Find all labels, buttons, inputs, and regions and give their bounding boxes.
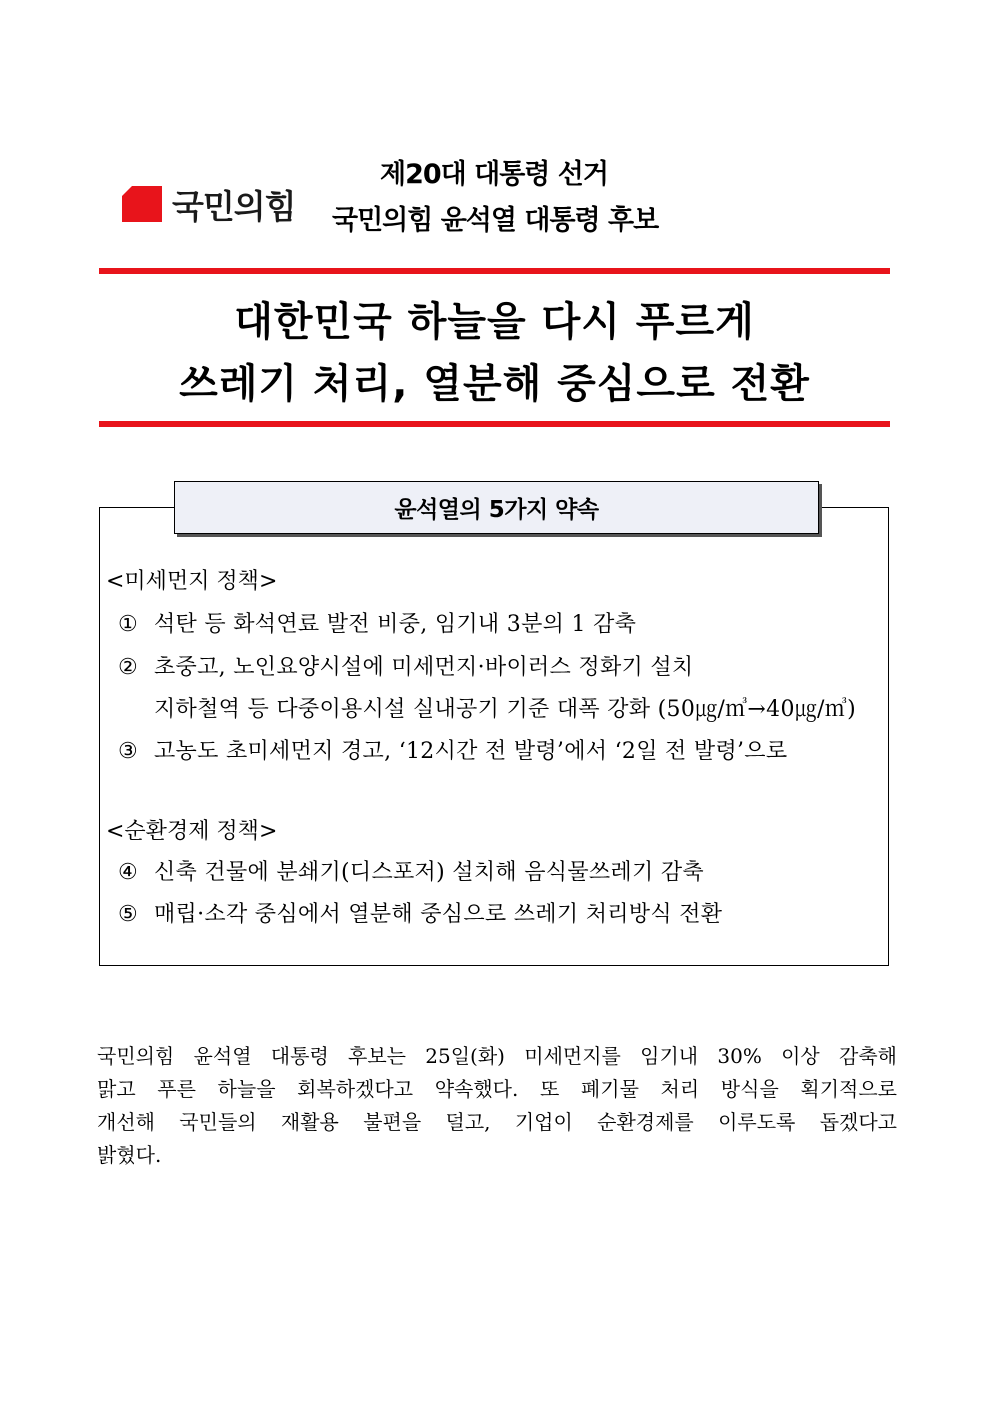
promise-text: 초중고, 노인요양시설에 미세먼지·바이러스 정화기 설치: [154, 655, 694, 680]
promise-text: 석탄 등 화석연료 발전 비중, 임기내 3분의 1 감축: [154, 612, 637, 637]
headline-line-2: 쓰레기 처리, 열분해 중심으로 전환: [179, 361, 810, 407]
section-heading-circular-economy: <순환경제 정책>: [106, 819, 278, 844]
body-line: 국민의힘 윤석열 대통령 후보는 25일(화) 미세먼지를 임기내 30% 이상 감축해: [97, 1044, 897, 1068]
press-release-body: [97, 1040, 897, 1172]
party-logo-mark-icon: [118, 182, 162, 226]
promise-number: ①: [118, 612, 139, 637]
headline-bottom-rule: [99, 421, 890, 427]
body-line: 개선해 국민들의 재활용 불편을 덜고, 기업이 순환경제를 이루도록 돕겠다고: [97, 1110, 897, 1134]
election-title: 제20대 대통령 선거: [380, 159, 608, 190]
promise-number: ⑤: [118, 902, 139, 927]
promise-item-2-continued: [154, 692, 856, 723]
promise-item-4: [118, 855, 704, 886]
election-subtitle: 국민의힘 윤석열 대통령 후보: [332, 205, 659, 236]
party-logo-text: 국민의힘: [172, 186, 296, 226]
promise-item-1: [118, 607, 636, 638]
headline-top-rule: [99, 268, 890, 274]
party-logo: [118, 180, 296, 228]
section-heading-fine-dust: <미세먼지 정책>: [106, 569, 278, 594]
promise-number: ②: [118, 655, 139, 680]
promise-text: 매립·소각 중심에서 열분해 중심으로 쓰레기 처리방식 전환: [154, 902, 723, 927]
promise-text: 지하철역 등 다중이용시설 실내공기 기준 대폭 강화 (50㎍/㎥→40㎍/㎥): [154, 697, 856, 722]
promise-item-3: [118, 734, 787, 765]
promise-number: ④: [118, 860, 139, 885]
promise-text: 신축 건물에 분쇄기(디스포저) 설치해 음식물쓰레기 감축: [154, 860, 704, 885]
headline-line-1: 대한민국 하늘을 다시 푸르게: [234, 299, 755, 345]
promise-item-2: [118, 650, 693, 681]
body-line: 맑고 푸른 하늘을 회복하겠다고 약속했다. 또 폐기물 처리 방식을 획기적으로: [97, 1077, 897, 1101]
promise-number: ③: [118, 739, 139, 764]
promises-title: 윤석열의 5가지 약속: [174, 481, 819, 534]
document-header: [0, 0, 992, 260]
promise-item-5: [118, 897, 722, 928]
body-line: 밝혔다.: [97, 1143, 162, 1167]
promise-text: 고농도 초미세먼지 경고, ‘12시간 전 발령’에서 ‘2일 전 발령’으로: [154, 739, 788, 764]
